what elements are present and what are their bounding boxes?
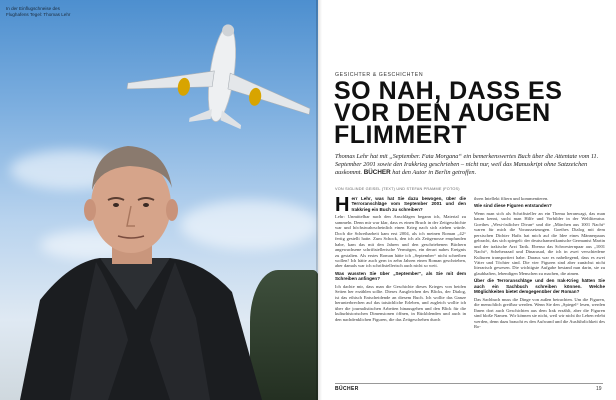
interview-question bbox=[474, 203, 605, 208]
headline-line-2: VOR DEN AUGEN bbox=[334, 99, 551, 127]
interview-question bbox=[335, 271, 466, 282]
paragraph-text: Das Sachbuch muss die Dinge von außen betrachten. Um die Figuren, die menschlich greifbar werden. Wenn Sie den „Spiegel“ lesen, werden Ihnen dort auch Geschichten aus dem Irak erzählt, aber die Figuren sind bloße Namen. Wir können sie nicht, weil wir nicht ihr Leben erlebt werden, denn dazu braucht es den Aufwand und die Ausführlichkeit des Ro- bbox=[474, 296, 605, 329]
paragraph-text: Lehr: Unmittelbar nach den Anschlägen begann ich, Material zu sammeln. Denn mir war klar, dass es einen Bruch in der Zeitgeschichte war und höchstwahrscheinlich einen Krieg nach sich ziehen würde. Doch die Schreibarbeit kam erst 2004, als ich meinen Roman „42“ fertig gestellt hatte. Zum Schock, den ich als Zeitgenosse empfunden habe, kam das mit den Jahren und den geschriebenen Büchern angewachsene schriftstellerische Vermögen, ein derart nahes Ereignis zu gestalten. Als erstes Roman hätte ich „September“ nicht schreiben wollen! Ich hätte auch gern in zehn Jahren einen Roman geschrieben, aber damals war ich schriftstellerisch auch nicht so weit. bbox=[335, 214, 466, 269]
article-lead bbox=[335, 153, 603, 177]
headline-line-3: FLIMMERT bbox=[334, 121, 468, 149]
paragraph-text: Über die Terroranschläge und den Irak-Krieg hätten Sie auch ein Sachbuch schreiben können. Welche Möglichkeiten bietet demgegenüber der Roman? bbox=[474, 278, 605, 295]
drop-cap: H bbox=[335, 196, 350, 216]
body-column-1 bbox=[335, 196, 466, 382]
lead-brand: BÜCHER bbox=[363, 169, 391, 176]
page-number: 19 bbox=[596, 386, 602, 392]
paragraph-text: Ich dachte mir, dass man die Geschichte dieses Krieges von beiden Seiten her erzählen sollte. Dieses Ausgleichen des Blicks, der Dialog, ist das ethisch Entscheidende an diesem Buch. Ich wollte das Ganze herunterbrechen auf das tatsächliche Erleben, und zugleich wollte ich über die journalistischen Arbeiten hinausgehen und den Blick für die kulturhistorischen Dimensionen öffnen, in Rückblenden und auch in den nachdenklichen Figuren, die das Zeitgeschehen durch bbox=[335, 283, 466, 322]
paragraph-text: Was wussten Sie über „September“, als Sie mit dem Schreiben anfingen? bbox=[335, 270, 466, 282]
paragraph-text: err Lehr, was hat Sie dazu bewogen, über die Terroranschläge vom September 2001 und den Irakkrieg ein Buch zu schreiben? bbox=[351, 196, 466, 212]
body-column-2 bbox=[474, 196, 605, 382]
photo-caption: In der Einflugschneise des Flughafens Tegel: Thomas Lehr bbox=[6, 6, 71, 17]
interview-answer bbox=[474, 196, 605, 201]
paragraph-text: ihren Intellekt filtern und kommentieren. bbox=[474, 196, 549, 201]
lead-text-end: hat den Autor in Berlin getroffen. bbox=[392, 169, 477, 176]
paragraph-text: Wenn man sich als Schriftsteller an ein Thema heranwagt, das man kaum kennt, sucht man Hilfe und Vorbilder in der Weltliteratur. Goethes „West-östlicher Divan“ und die „Märchen aus 1001 Nacht“ waren für mich die Voraussetzungen. Goethes Dialog mit dem persischen Dichter Hafis hat mich auf die Idee eines Männerpaars gebracht, das sich spiegelt: der deutschamerikanische Germanist Martin und der irakische Arzt Tarik. Ebenso das Schwesternpaar aus „1001 Nacht“, Scheherazad und Dinarasad, die ich in zwei verschiedene Kulturen transportiert habe. Daraus war es naheliegend, dass es zwei Väter und Töchter sind. Die vier Figuren sind aber zunächst nicht literarisch gewesen. Die wichtigste Aufgabe bestand nun darin, sie zu glaubhaften, lebendigen Menschen zu machen, die atmen. bbox=[474, 210, 605, 276]
paragraph-text: Wie sind diese Figuren entstanden? bbox=[474, 203, 552, 209]
page-gutter bbox=[316, 0, 322, 400]
interview-answer bbox=[335, 214, 466, 269]
airplane-icon bbox=[124, 12, 318, 139]
interview-answer bbox=[474, 211, 605, 276]
interview-answer bbox=[474, 297, 605, 330]
headline-line-1: SO NAH, DASS ES bbox=[334, 77, 563, 105]
article-body bbox=[335, 196, 605, 382]
interview-question bbox=[474, 278, 605, 294]
interview-question bbox=[335, 196, 466, 216]
interview-answer bbox=[335, 284, 466, 322]
man-figure bbox=[20, 146, 262, 400]
section-kicker: GESICHTER & GESCHICHTEN bbox=[335, 72, 424, 78]
article-headline bbox=[334, 77, 604, 149]
footer-rule bbox=[335, 383, 603, 384]
author-credit: VON SIGLINDE GEISEL (TEXT) UND STEFAN PRAMME (FOTOS) bbox=[335, 187, 460, 191]
lead-text-start: Thomas Lehr hat mit „September. Fata Morgana“ ein bemerkenswertes Buch über die Attentate vom 11. September 2001 sowie den Irakkrieg geschrieben – nicht nur, weil das Manuskript ohne Satzzeichen auskommt. bbox=[335, 153, 599, 176]
footer-brand: BÜCHER bbox=[335, 386, 359, 392]
